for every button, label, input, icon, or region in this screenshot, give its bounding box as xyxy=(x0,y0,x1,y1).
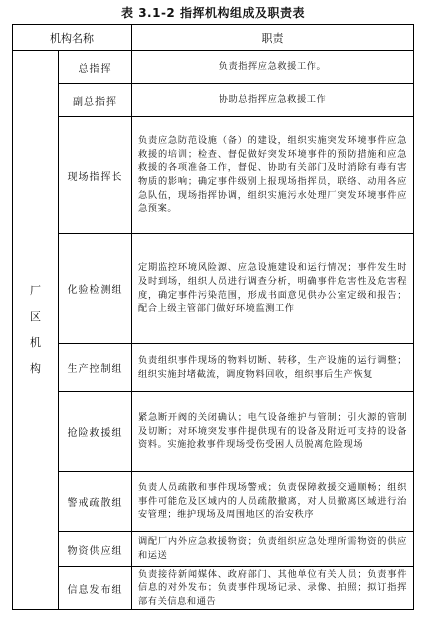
row-name-supply: 物资供应组 xyxy=(67,545,123,557)
category-char: 构 xyxy=(30,362,41,375)
row-name-rescue: 抢险救援组 xyxy=(67,428,123,439)
category-char: 区 xyxy=(30,310,41,323)
row-duty-information: 负责接待新闻媒体、政府部门、其他单位有关人员；负责事件信息的对外发布；负责事件现场记录、录像、拍照；拟订指挥部有关信息和通告 xyxy=(138,568,407,607)
row-duty-supply: 调配厂内外应急救援物资；负责组织应急处理所需物资的供应和运送 xyxy=(138,536,407,561)
category-char: 厂 xyxy=(30,284,41,297)
row-name-production: 生产控制组 xyxy=(67,364,123,375)
row-duty-lab: 定期监控环境风险源、应急设施建设和运行情况；事件发生时及时到场，组织人员进行调查分析，明确事件危害性及危害程度，确定事件污染范围，形成书面意见供办公室定级和报告；配合上级主管部门做好环境监测工作 xyxy=(138,262,407,315)
row-duty-evacuation: 负责人员疏散和事件现场警戒；负责保障救援交通顺畅；组织事件可能危及区域内的人员疏散撤离，对人员撤离区域进行治安管理；维护现场及周围地区的治安秩序 xyxy=(138,482,407,521)
row-name-evacuation: 警戒疏散组 xyxy=(67,498,123,509)
header-name: 机构名称 xyxy=(50,31,94,45)
table-title: 表 3.1-2 指挥机构组成及职责表 xyxy=(121,6,305,20)
category-char: 机 xyxy=(30,336,41,349)
row-duty-rescue: 紧急断开阀的关闭确认；电气设备维护与管制；引火源的管制及切断；对环境突发事件提供现有的设备及附近可支持的设备资料。实施抢救事件现场受伤受困人员脱离危险现场 xyxy=(138,412,407,451)
responsibility-table xyxy=(12,24,414,610)
row-name-site-chief: 现场指挥长 xyxy=(67,171,123,183)
row-name-information: 信息发布组 xyxy=(67,584,123,596)
category-cell xyxy=(13,51,58,609)
header-duty: 职责 xyxy=(261,31,284,45)
row-name-commander: 总指挥 xyxy=(78,63,112,75)
row-duty-site-chief: 负责应急防范设施（备）的建设，组织实施突发环境事件应急救援的培训；检查、督促做好突发环境事件的预防措施和应急救援的各项准备工作，督促、协助有关部门及时消除有毒有害物质的影响；确定事件级别上报现场指挥员，联络、动用各应急队伍，现场指挥协调，组织实施污水处理厂突发环境事件应急预案。 xyxy=(138,135,407,215)
row-duty-commander: 负责指挥应急救援工作。 xyxy=(218,61,327,73)
row-name-deputy: 副总指挥 xyxy=(73,96,117,108)
row-duty-production: 负责组织事件现场的物料切断、转移，生产设施的运行调整；组织实施封堵截流，调度物料回收，组织事后生产恢复 xyxy=(138,354,407,380)
row-duty-deputy: 协助总指挥应急救援工作 xyxy=(218,94,327,106)
row-name-lab: 化验检测组 xyxy=(67,285,123,296)
